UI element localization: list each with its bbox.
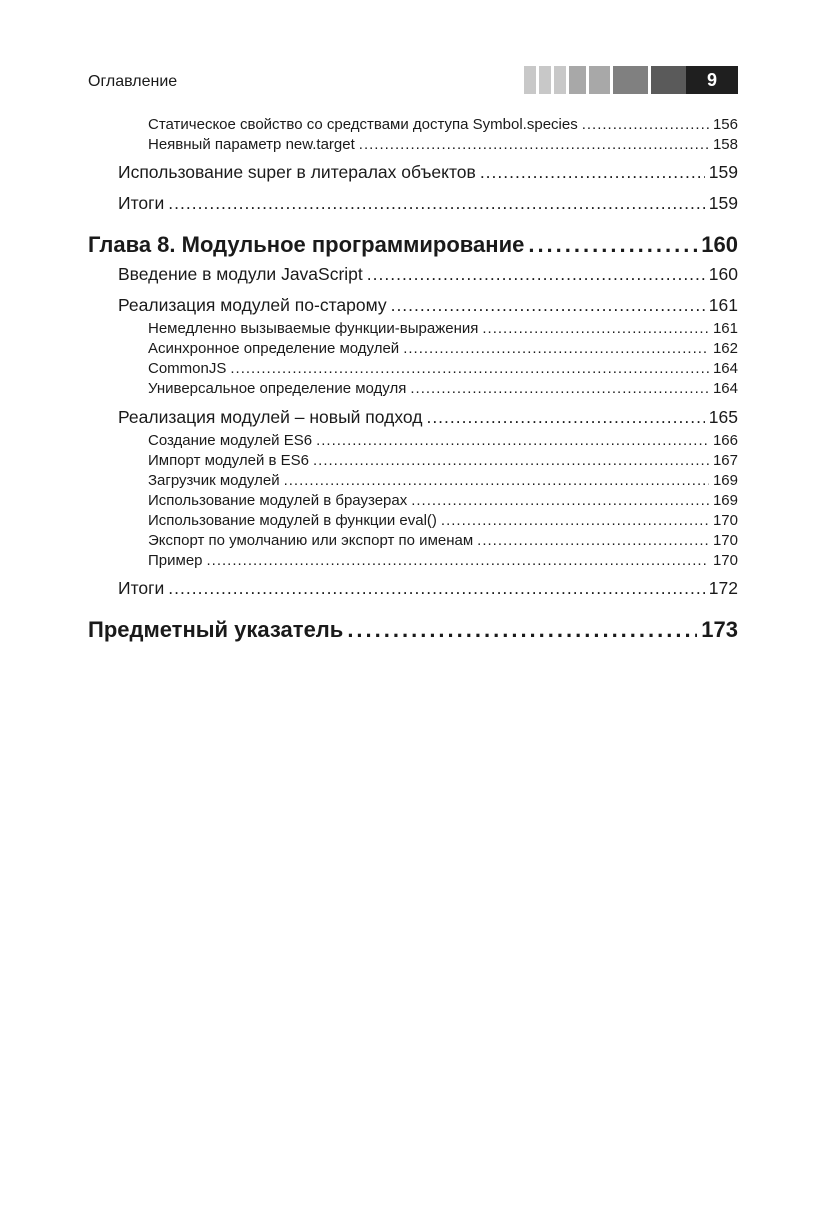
toc-entry-page: 161	[712, 320, 738, 337]
toc-entry-page: 160	[708, 264, 738, 284]
toc-entry[interactable]	[118, 295, 738, 316]
toc-entry-page: 165	[708, 407, 738, 427]
toc-entry-title: Предметный указатель	[88, 617, 344, 642]
header-bar	[613, 66, 648, 94]
toc-entry-page: 170	[712, 552, 738, 569]
toc-entry[interactable]	[148, 452, 738, 469]
toc-entry-page: 166	[712, 432, 738, 449]
toc-entry-title: Асинхронное определение модулей	[148, 340, 400, 357]
header-bar	[554, 66, 566, 94]
header-decoration-bars	[524, 66, 695, 94]
toc-entry-title: Неявный параметр new.target	[148, 136, 355, 153]
toc-entry-page: 173	[701, 617, 738, 642]
toc-entry[interactable]	[148, 432, 738, 449]
toc-entry-page: 158	[712, 136, 738, 153]
toc-entry[interactable]	[118, 264, 738, 285]
toc-entry[interactable]	[148, 136, 738, 153]
toc-entry[interactable]	[118, 193, 738, 214]
toc-entry[interactable]	[148, 320, 738, 337]
toc-entry[interactable]	[118, 578, 738, 599]
toc-entry-title: CommonJS	[148, 360, 227, 377]
toc-entry-title: Экспорт по умолчанию или экспорт по именам	[148, 532, 474, 549]
toc-entry[interactable]	[148, 116, 738, 133]
header-bar	[539, 66, 551, 94]
toc-entry-title: Немедленно вызываемые функции-выражения	[148, 320, 479, 337]
header-bar	[589, 66, 610, 94]
toc-entry-title: Загрузчик модулей	[148, 472, 280, 489]
toc-entry-title: Использование super в литералах объектов	[118, 162, 476, 182]
toc-entry-title: Использование модулей в браузерах	[148, 492, 408, 509]
toc-entry-page: 164	[712, 360, 738, 377]
toc-entry-title: Статическое свойство со средствами доступа Symbol.species	[148, 116, 578, 133]
toc-entry-page: 167	[712, 452, 738, 469]
toc-entry-page: 164	[712, 380, 738, 397]
toc-entry[interactable]	[148, 512, 738, 529]
toc-entry[interactable]	[148, 492, 738, 509]
toc-entry[interactable]	[148, 380, 738, 397]
toc-entry[interactable]	[148, 360, 738, 377]
header-bar	[569, 66, 586, 94]
toc-entry[interactable]	[118, 162, 738, 183]
toc-entry-title: Импорт модулей в ES6	[148, 452, 309, 469]
toc-chapter-entry[interactable]	[88, 232, 738, 258]
toc-entry-title: Универсальное определение модуля	[148, 380, 407, 397]
toc-entry-page: 169	[712, 472, 738, 489]
toc-entry-title: Итоги	[118, 193, 165, 213]
toc-entry-page: 162	[712, 340, 738, 357]
header-bar	[524, 66, 536, 94]
toc-entry-page: 172	[708, 578, 738, 598]
toc-entry-page: 170	[712, 532, 738, 549]
toc-entry[interactable]	[148, 552, 738, 569]
toc-entry-title: Пример	[148, 552, 203, 569]
toc-entry-page: 161	[708, 295, 738, 315]
toc-entry[interactable]	[148, 340, 738, 357]
toc-entry-title: Реализация модулей – новый подход	[118, 407, 423, 427]
toc-entry-title: Итоги	[118, 578, 165, 598]
toc-entry-page: 170	[712, 512, 738, 529]
toc-entry-title: Использование модулей в функции eval()	[148, 512, 437, 529]
toc-entry-title: Глава 8. Модульное программирование	[88, 232, 525, 257]
toc-entry-page: 159	[708, 162, 738, 182]
toc-entry-title: Введение в модули JavaScript	[118, 264, 363, 284]
toc-entry[interactable]	[148, 472, 738, 489]
toc-entry-page: 159	[708, 193, 738, 213]
toc-entry-page: 160	[701, 232, 738, 257]
running-header-title: Оглавление	[88, 73, 178, 90]
toc-chapter-entry[interactable]	[88, 617, 738, 643]
toc-entry-title: Реализация модулей по-старому	[118, 295, 387, 315]
toc-entry-title: Создание модулей ES6	[148, 432, 313, 449]
page-number: 9	[686, 66, 738, 94]
toc-entry-page: 169	[712, 492, 738, 509]
toc-entry[interactable]	[148, 532, 738, 549]
toc-entry-page: 156	[712, 116, 738, 133]
toc-entry[interactable]	[118, 407, 738, 428]
